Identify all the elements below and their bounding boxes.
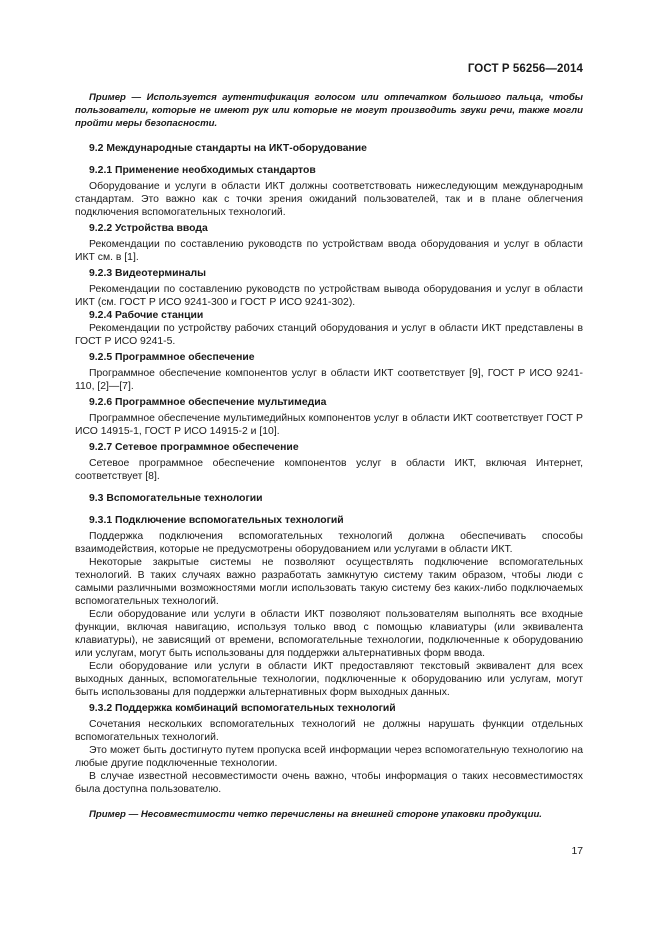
paragraph: Некоторые закрытые системы не позволяют осуществлять подключение вспомогательных технологий. В таких случаях важно разработать замкнутую систему таким образом, чтобы люди с самыми различными возможностями могли использовать такую систему без каких-либо подключаемых вспомогательных технологий.	[75, 557, 583, 607]
paragraph: Рекомендации по составлению руководств по устройствам ввода оборудования и услуг в области ИКТ см. в [1].	[75, 239, 583, 263]
example-note: Пример — Используется аутентификация голосом или отпечатком большого пальца, чтобы пользователи, которые не имеют рук или которые не могут производить звуки речи, также могли пройти меры безопасности.	[75, 92, 583, 129]
page-content	[75, 91, 583, 821]
paragraph: Сочетания нескольких вспомогательных технологий не должны нарушать функции отдельных вспомогательных технологий.	[75, 719, 583, 743]
paragraph: Если оборудование или услуги в области ИКТ позволяют пользователям выполнять все входные функции, включая навигацию, используя только ввод с помощью клавиатуры (или эквивалента клавиатуры), не зависящий от времени, вспомогательные технологии, подключенные к оборудованию или услугам, могут быть использованы для поддержки альтернативных форм ввода.	[75, 609, 583, 659]
document-header: ГОСТ Р 56256—2014	[467, 63, 583, 75]
example-note: Пример — Несовместимости четко перечислены на внешней стороне упаковки продукции.	[89, 809, 542, 820]
page-number: 17	[571, 846, 583, 857]
subsection-heading-9-2-5: 9.2.5 Программное обеспечение	[89, 352, 255, 363]
paragraph: Сетевое программное обеспечение компонентов услуг в области ИКТ, включая Интернет, соответствует [8].	[75, 458, 583, 482]
paragraph: Если оборудование или услуги в области ИКТ предоставляют текстовый эквивалент для всех выходных данных, вспомогательные технологии, подключенные к оборудованию или услугам, могут быть использованы для поддержки альтернативных форм выходных данных.	[75, 661, 583, 698]
subsection-heading-9-3-2: 9.3.2 Поддержка комбинаций вспомогательных технологий	[89, 703, 396, 714]
subsection-heading-9-2-1: 9.2.1 Применение необходимых стандартов	[89, 165, 316, 176]
subsection-heading-9-3-1: 9.3.1 Подключение вспомогательных технологий	[89, 515, 344, 526]
section-heading-9-2: 9.2 Международные стандарты на ИКТ-оборудование	[89, 143, 367, 154]
paragraph: В случае известной несовместимости очень важно, чтобы информация о таких несовместимостях была доступна пользователю.	[75, 771, 583, 795]
section-heading-9-3: 9.3 Вспомогательные технологии	[89, 493, 263, 504]
paragraph: Это может быть достигнуто путем пропуска всей информации через вспомогательную технологию на любые другие подключенные технологии.	[75, 745, 583, 769]
subsection-heading-9-2-4: 9.2.4 Рабочие станции	[89, 310, 204, 321]
paragraph: Рекомендации по составлению руководств по устройствам вывода оборудования и услуг в области ИКТ (см. ГОСТ Р ИСО 9241-300 и ГОСТ Р ИСО 9241-302).	[75, 284, 583, 308]
subsection-heading-9-2-7: 9.2.7 Сетевое программное обеспечение	[89, 442, 299, 453]
paragraph: Программное обеспечение мультимедийных компонентов услуг в области ИКТ соответствует ГОСТ Р ИСО 14915-1, ГОСТ Р ИСО 14915-2 и [10].	[75, 413, 583, 437]
paragraph: Поддержка подключения вспомогательных технологий должна обеспечивать способы взаимодействия, которые не предусмотрены оборудованием или услугами в области ИКТ.	[75, 531, 583, 555]
paragraph: Рекомендации по устройству рабочих станций оборудования и услуг в области ИКТ представлены в ГОСТ Р ИСО 9241-5.	[75, 323, 583, 347]
paragraph: Программное обеспечение компонентов услуг в области ИКТ соответствует [9], ГОСТ Р ИСО 9241-110, [2]—[7].	[75, 368, 583, 392]
subsection-heading-9-2-2: 9.2.2 Устройства ввода	[89, 223, 208, 234]
paragraph: Оборудование и услуги в области ИКТ должны соответствовать нижеследующим международным стандартам. Это важно как с точки зрения ожиданий пользователей, так и в плане облегчения подключения вспомогательных технологий.	[75, 181, 583, 218]
subsection-heading-9-2-6: 9.2.6 Программное обеспечение мультимедиа	[89, 397, 327, 408]
subsection-heading-9-2-3: 9.2.3 Видеотерминалы	[89, 268, 207, 279]
